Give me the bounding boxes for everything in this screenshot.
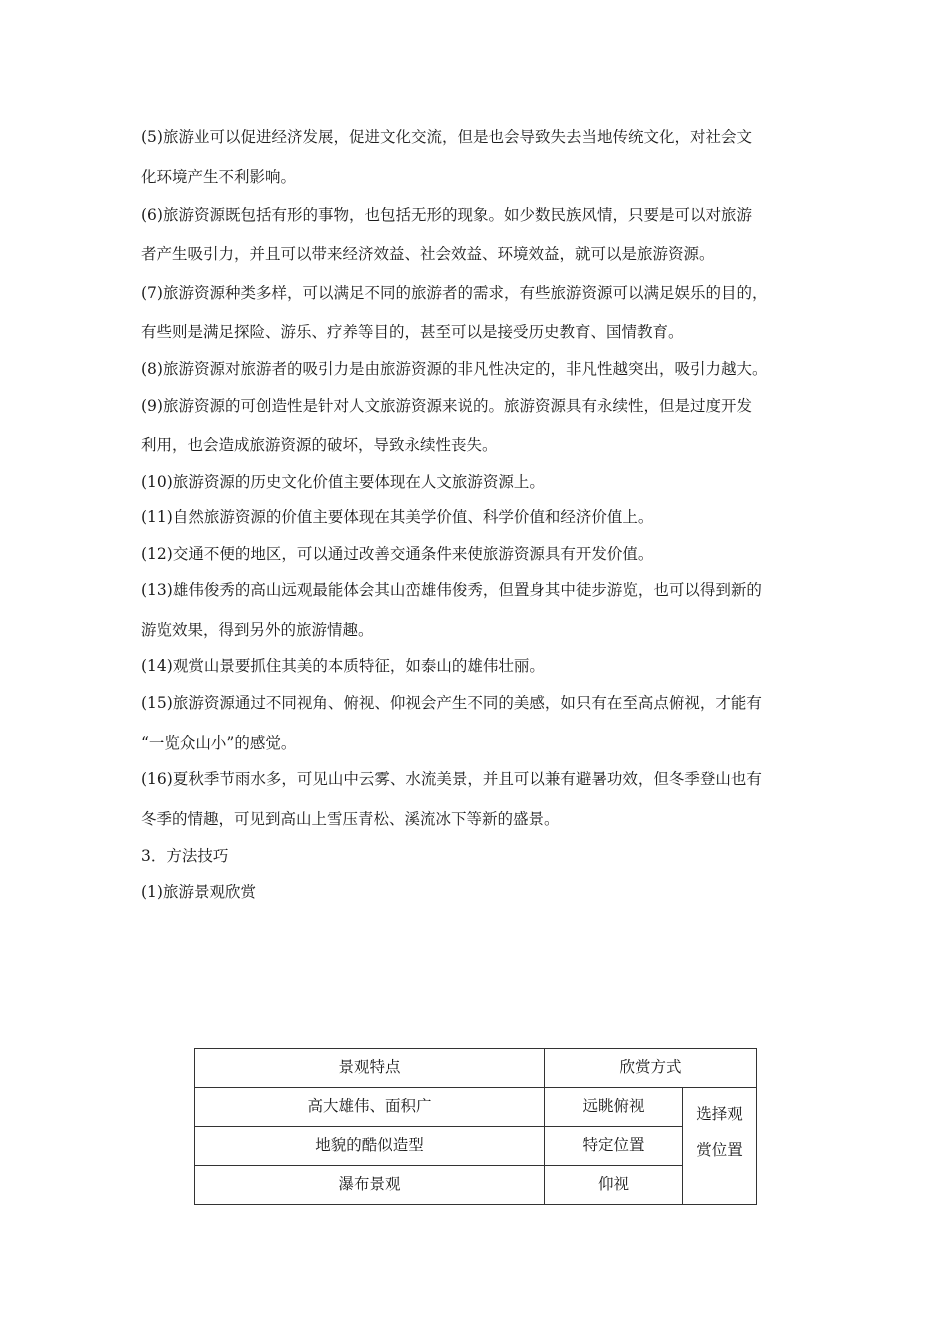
merged-note: 选择观赏位置 [696,1105,743,1159]
text-line: (12)交通不便的地区，可以通过改善交通条件来使旅游资源具有开发价值。 [141,545,654,563]
text-line: (7)旅游资源种类多样，可以满足不同的旅游者的需求，有些旅游资源可以满足娱乐的目的， [141,284,768,302]
cell-method: 远眺俯视 [545,1088,683,1127]
section-heading: 3．方法技巧 [141,847,229,865]
text-line: 化环境产生不利影响。 [141,168,297,186]
cell-feature: 高大雄伟、面积广 [195,1088,545,1127]
text-line: (16)夏秋季节雨水多，可见山中云雾、水流美景，并且可以兼有避暑功效，但冬季登山也有 [141,770,762,788]
subsection-heading: (1)旅游景观欣赏 [141,883,256,901]
cell-feature: 瀑布景观 [195,1166,545,1205]
text-line: 有些则是满足探险、游乐、疗养等目的，甚至可以是接受历史教育、国情教育。 [141,323,684,341]
cell-feature: 地貌的酷似造型 [195,1127,545,1166]
text-line: (15)旅游资源通过不同视角、俯视、仰视会产生不同的美感，如只有在至高点俯视，才能有 [141,694,762,712]
text-line: (10)旅游资源的历史文化价值主要体现在人文旅游资源上。 [141,473,545,491]
text-line: (5)旅游业可以促进经济发展，促进文化交流，但是也会导致失去当地传统文化，对社会文 [141,128,752,146]
text-line: (13)雄伟俊秀的高山远观最能体会其山峦雄伟俊秀，但置身其中徒步游览，也可以得到新的 [141,581,762,599]
text-line: (8)旅游资源对旅游者的吸引力是由旅游资源的非凡性决定的，非凡性越突出，吸引力越大。 [141,360,768,378]
header-method: 欣赏方式 [545,1049,757,1088]
text-line: (14)观赏山景要抓住其美的本质特征，如泰山的雄伟壮丽。 [141,657,545,675]
cell-method: 仰视 [545,1166,683,1205]
header-feature: 景观特点 [195,1049,545,1088]
text-line: 冬季的情趣，可见到高山上雪压青松、溪流冰下等新的盛景。 [141,810,560,828]
merged-note-cell [683,1088,757,1205]
text-line: 游览效果，得到另外的旅游情趣。 [141,621,374,639]
appreciation-table [194,1048,757,1205]
text-line: (11)自然旅游资源的价值主要体现在其美学价值、科学价值和经济价值上。 [141,508,654,526]
text-line: “一览众山小”的感觉。 [141,734,297,752]
text-line: (6)旅游资源既包括有形的事物，也包括无形的现象。如少数民族风情，只要是可以对旅游 [141,206,752,224]
text-line: (9)旅游资源的可创造性是针对人文旅游资源来说的。旅游资源具有永续性，但是过度开发 [141,397,752,415]
cell-method: 特定位置 [545,1127,683,1166]
text-line: 利用，也会造成旅游资源的破坏，导致永续性丧失。 [141,436,498,454]
text-line: 者产生吸引力，并且可以带来经济效益、社会效益、环境效益，就可以是旅游资源。 [141,245,715,263]
